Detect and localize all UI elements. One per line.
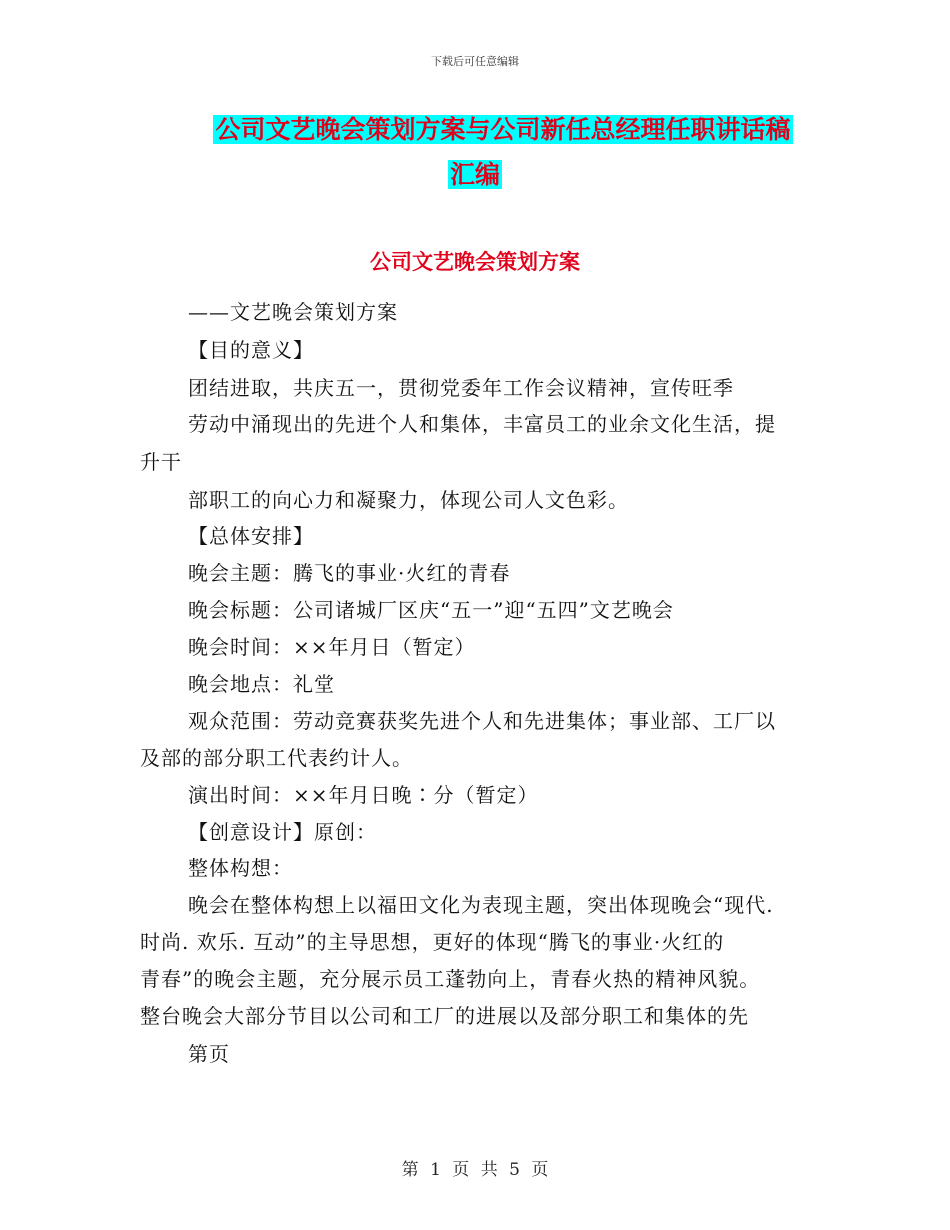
body-line: 晚会地点：礼堂 xyxy=(188,672,335,696)
body-line: 劳动中涌现出的先进个人和集体，丰富员工的业余文化生活，提 xyxy=(188,412,776,436)
body-line: 整体构想： xyxy=(188,856,293,880)
body-line: 第页 xyxy=(188,1042,230,1066)
document-title-text: 公司文艺晚会策划方案与公司新任总经理任职讲话稿 xyxy=(215,115,791,144)
page-footer: 第 1 页 共 5 页 xyxy=(401,1160,549,1180)
body-line: 【创意设计】原创： xyxy=(188,820,377,844)
body-line: 青春”的晚会主题，充分展示员工蓬勃向上，青春火热的精神风貌。 xyxy=(140,967,761,991)
body-line: 晚会在整体构想上以福田文化为表现主题，突出体现晚会“现代. xyxy=(188,893,774,917)
body-line: 及部的部分职工代表约计人。 xyxy=(140,746,413,770)
body-line: ——文艺晚会策划方案 xyxy=(188,300,398,324)
body-line: 晚会时间：××年月日（暂定） xyxy=(188,635,476,659)
section-title: 公司文艺晚会策划方案 xyxy=(370,250,580,274)
body-line: 团结进取，共庆五一，贯彻党委年工作会议精神，宣传旺季 xyxy=(188,376,734,400)
body-line: 晚会主题：腾飞的事业·火红的青春 xyxy=(188,561,511,585)
body-line: 观众范围：劳动竞赛获奖先进个人和先进集体；事业部、工厂以 xyxy=(188,709,776,733)
document-title-line1 xyxy=(28,113,950,147)
body-line: 演出时间：××年月日晚∶分（暂定） xyxy=(188,783,539,807)
body-line: 【总体安排】 xyxy=(188,524,314,548)
body-line: 晚会标题：公司诸城厂区庆“五一”迎“五四”文艺晚会 xyxy=(188,598,674,622)
body-line: 【目的意义】 xyxy=(188,338,314,362)
header-note: 下载后可任意编辑 xyxy=(431,55,519,68)
document-title-line2 xyxy=(0,158,950,192)
body-line: 部职工的向心力和凝聚力，体现公司人文色彩。 xyxy=(188,488,629,512)
body-line: 升干 xyxy=(140,450,182,474)
document-title-text: 汇编 xyxy=(449,160,500,189)
body-line: 时尚. 欢乐. 互动”的主导思想，更好的体现“腾飞的事业·火红的 xyxy=(140,930,725,954)
body-line: 整台晚会大部分节目以公司和工厂的进展以及部分职工和集体的先 xyxy=(140,1004,749,1028)
